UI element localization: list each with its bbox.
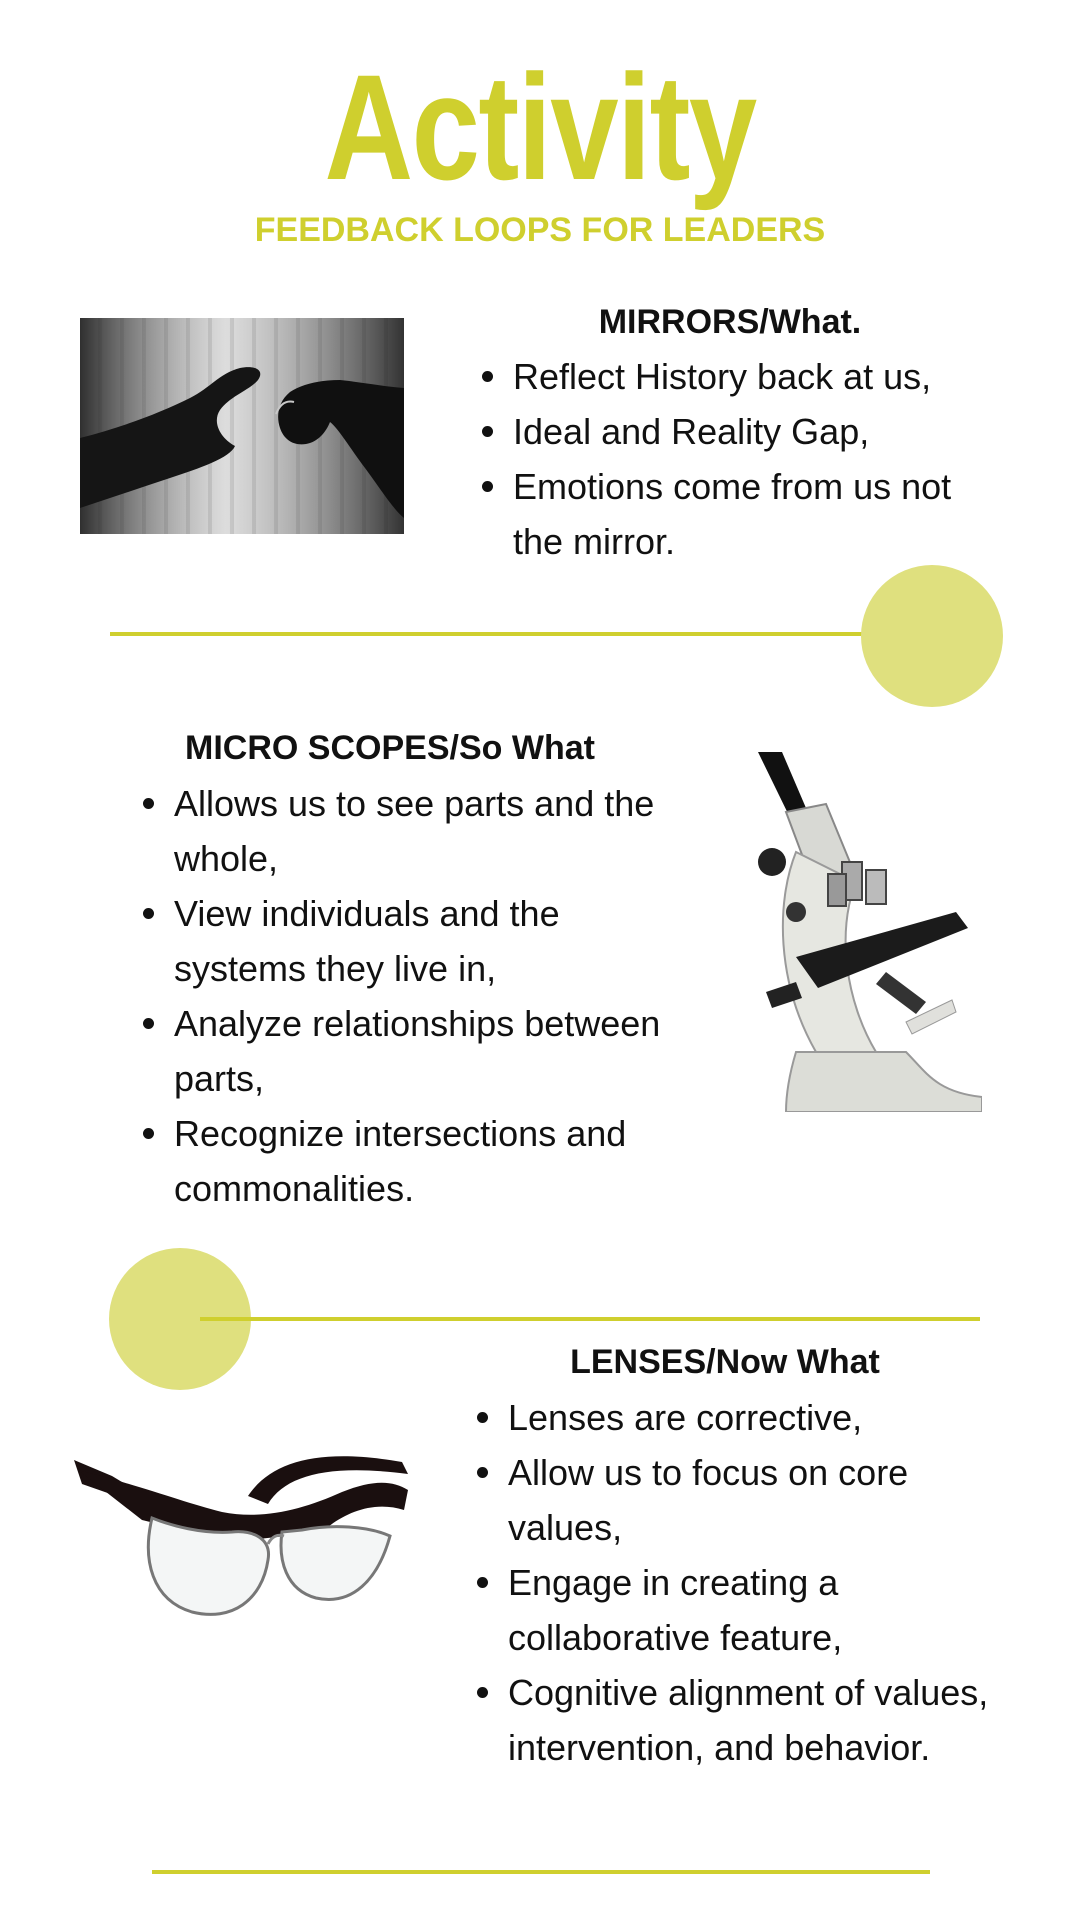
list-item: Cognitive alignment of values, intervention, and behavior. [473,1665,1013,1775]
list-item: Emotions come from us not the mirror. [478,459,998,569]
list-item: Recognize intersections and commonalities. [139,1106,679,1216]
list-item: Analyze relationships between parts, [139,996,679,1106]
list-item: Allow us to focus on core values, [473,1445,1013,1555]
list-item: View individuals and the systems they live in, [139,886,679,996]
divider-line [200,1317,980,1321]
list-item: Engage in creating a collaborative feature, [473,1555,1013,1665]
list-item: Lenses are corrective, [473,1390,1013,1445]
section-heading-mirrors: MIRRORS/What. [598,303,862,341]
page-subtitle: FEEDBACK LOOPS FOR LEADERS [254,211,826,249]
list-item: Reflect History back at us, [478,349,998,404]
divider-line [110,632,888,636]
section-heading-lenses: LENSES/Now What [570,1343,880,1381]
mirrors-list [478,349,998,569]
microscope-photo [756,752,982,1112]
section-heading-microscopes: MICRO SCOPES/So What [185,729,595,767]
eyeglasses-photo [72,1440,412,1630]
divider-line [152,1870,930,1874]
decorative-circle [861,565,1003,707]
hands-reaching-photo [80,318,404,534]
list-item: Allows us to see parts and the whole, [139,776,679,886]
list-item: Ideal and Reality Gap, [478,404,998,459]
microscopes-list [139,776,679,1216]
lenses-list [473,1390,1013,1775]
page-title: Activity [324,43,756,211]
